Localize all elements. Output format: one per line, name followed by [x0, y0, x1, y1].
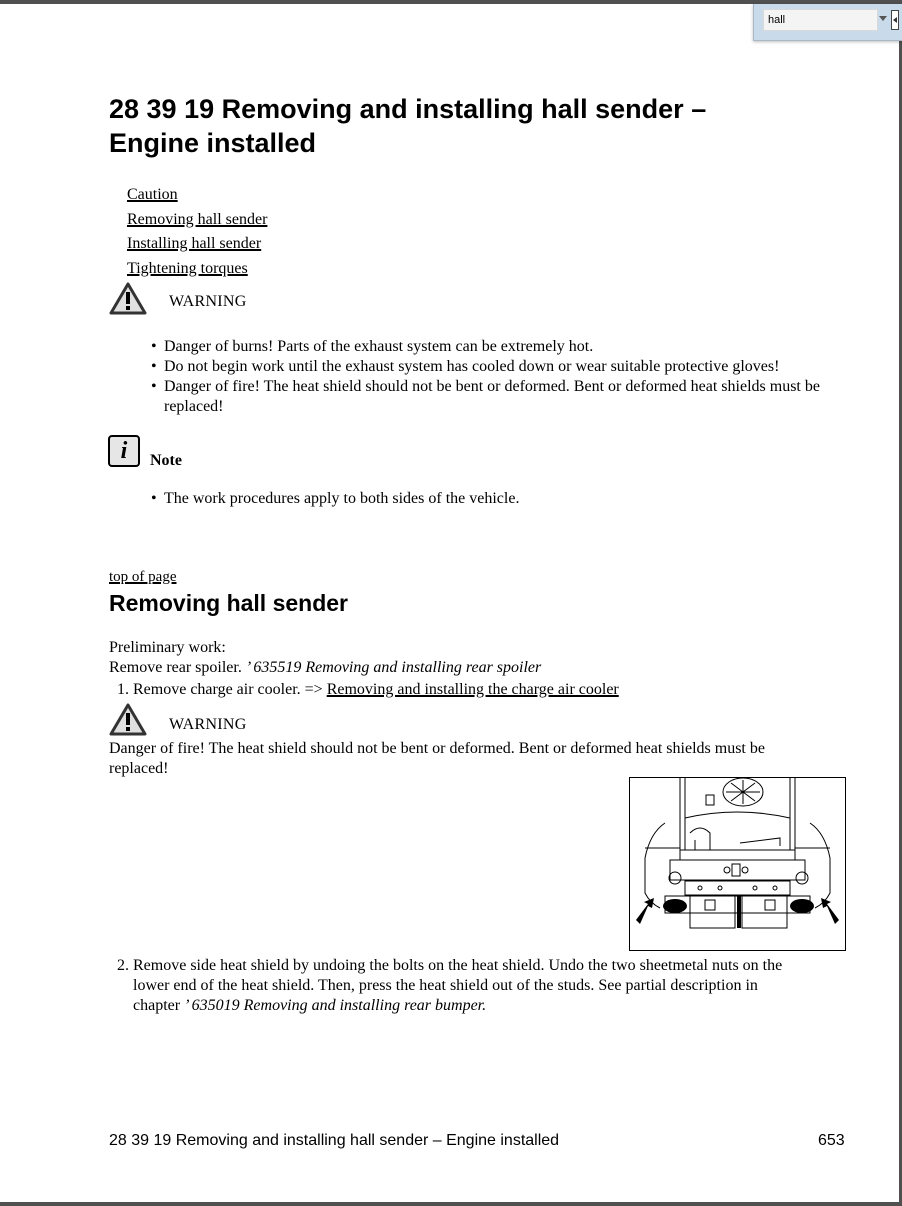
toc-link-removing-hall-sender[interactable]: Removing hall sender	[127, 210, 268, 228]
charge-air-cooler-link[interactable]: Removing and installing the charge air cooler	[326, 681, 619, 698]
find-collapse-toggle[interactable]	[891, 10, 899, 30]
step-number: 2.	[117, 957, 129, 974]
note-label: Note	[150, 452, 182, 469]
arrow-left-icon	[636, 898, 654, 924]
toc-link-caution[interactable]: Caution	[127, 186, 178, 203]
arrow-right-icon	[821, 898, 839, 924]
vehicle-rear-illustration	[630, 778, 845, 950]
warning-item: • Do not begin work until the exhaust system has cooled down or wear suitable protective gloves!	[151, 357, 841, 377]
warning-text: Danger of fire! The heat shield should not be bent or deformed. Bent or deformed heat shields must be replaced!	[109, 740, 765, 777]
section-title: Removing hall sender	[109, 590, 349, 616]
warning-label: WARNING	[169, 293, 247, 310]
find-input[interactable]	[763, 9, 878, 31]
info-icon: i	[108, 435, 140, 467]
step-number: 1.	[117, 681, 129, 698]
warning-item: • Danger of burns! Parts of the exhaust system can be extremely hot.	[151, 337, 841, 357]
warning-triangle-icon	[109, 703, 147, 737]
page-number: 653	[818, 1132, 845, 1149]
preliminary-label: Preliminary work:	[109, 639, 226, 656]
rear-bumper-reference: ’ 635019 Removing and installing rear bumper.	[184, 997, 487, 1014]
step-2	[117, 956, 807, 1016]
toc-link-tightening-torques[interactable]: Tightening torques	[127, 259, 248, 277]
warning-item: • Danger of fire! The heat shield should not be bent or deformed. Bent or deformed heat shields must be replaced!	[151, 377, 841, 417]
warning-triangle-icon	[109, 282, 147, 316]
warning-label: WARNING	[169, 716, 247, 733]
note-list	[151, 489, 751, 509]
preliminary-reference: ’ 635519 Removing and installing rear spoiler	[245, 659, 542, 676]
step-1	[117, 680, 619, 700]
note-item: • The work procedures apply to both sides of the vehicle.	[151, 489, 751, 509]
preliminary-text: Remove rear spoiler.	[109, 659, 246, 676]
step-text: Remove side heat shield by undoing the bolts on the heat shield. Undo the two sheetmetal nuts on the lower end of the heat shield. Then, press the heat shield out of the studs. See partial description in chapter	[133, 957, 783, 1014]
warning-list	[151, 337, 841, 417]
viewer-bottom-border	[0, 1202, 902, 1206]
vehicle-rear-figure	[629, 777, 846, 951]
step-text: Remove charge air cooler. =>	[133, 681, 327, 698]
top-of-page-link[interactable]: top of page	[109, 569, 177, 585]
page-title: 28 39 19 Removing and installing hall sender – Engine installed	[109, 94, 707, 158]
preliminary-work	[109, 658, 541, 678]
find-toolbar	[753, 4, 902, 41]
toc-link-installing-hall-sender[interactable]: Installing hall sender	[127, 235, 262, 252]
table-of-contents	[127, 183, 267, 281]
find-history-dropdown-icon[interactable]	[879, 16, 887, 21]
page-footer-title: 28 39 19 Removing and installing hall sender – Engine installed	[109, 1132, 560, 1149]
